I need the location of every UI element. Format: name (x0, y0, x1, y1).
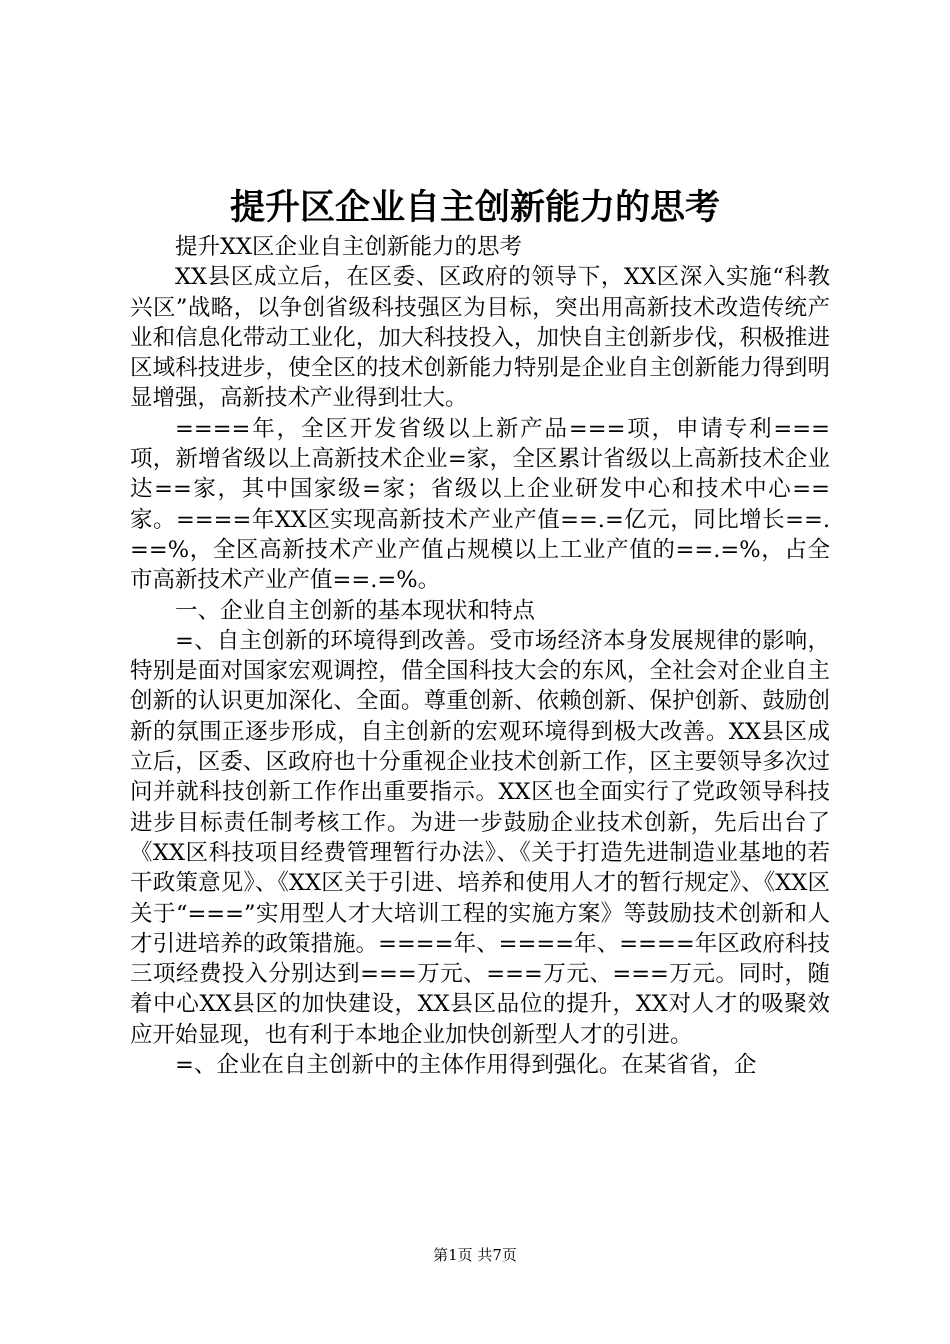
document-body (130, 232, 830, 1080)
paragraph-enterprise-role: =、企业在自主创新中的主体作用得到强化。在某省省，企 (175, 1052, 757, 1079)
paragraph-statistics: ====年，全区开发省级以上新产品===项，申请专利===项，新增省级以上高新技术企业=家，全区累计省级以上高新技术企业达==家，其中国家级=家；省级以上企业研发中心和技术中心==家。====年XX区实现高新技术产业产值==.=亿元，同比增长==.==%，全区高新技术产业产值占规模以上工业产值的==.=%，占全市高新技术产业产值==.=%。 (130, 415, 830, 594)
paragraph-subtitle: 提升XX区企业自主创新能力的思考 (175, 234, 523, 260)
document-title: 提升区企业自主创新能力的思考 (229, 187, 720, 228)
paragraph-intro: XX县区成立后，在区委、区政府的领导下，XX区深入实施“科教兴区”战略，以争创省级科技强区为目标，突出用高新技术改造传统产业和信息化带动工业化，加大科技投入，加快自主创新步伐，积极推进区域科技进步，使全区的技术创新能力特别是企业自主创新能力得到明显增强，高新技术产业得到壮大。 (130, 264, 830, 412)
page-footer: 第1页 共7页 (433, 1246, 517, 1264)
section-heading: 一、企业自主创新的基本现状和特点 (175, 597, 536, 624)
paragraph-environment: =、自主创新的环境得到改善。受市场经济本身发展规律的影响，特别是面对国家宏观调控，借全国科技大会的东风，全社会对企业自主创新的认识更加深化、全面。尊重创新、依赖创新、保护创新、鼓励创新的氛围正逐步形成，自主创新的宏观环境得到极大改善。XX县区成立后，区委、区政府也十分重视企业技术创新工作，区主要领导多次过问并就科技创新工作作出重要指示。XX区也全面实行了党政领导科技进步目标责任制考核工作。为进一步鼓励企业技术创新，先后出台了《XX区科技项目经费管理暂行办法》、《关于打造先进制造业基地的若干政策意见》、《XX区关于引进、培养和使用人才的暂行规定》、《XX区关于“===”实用型人才大培训工程的实施方案》等鼓励技术创新和人才引进培养的政策措施。====年、====年、====年区政府科技三项经费投入分别达到===万元、===万元、===万元。同时，随着中心XX县区的加快建设，XX县区品位的提升，XX对人才的吸聚效应开始显现，也有利于本地企业加快创新型人才的引进。 (130, 627, 830, 1048)
